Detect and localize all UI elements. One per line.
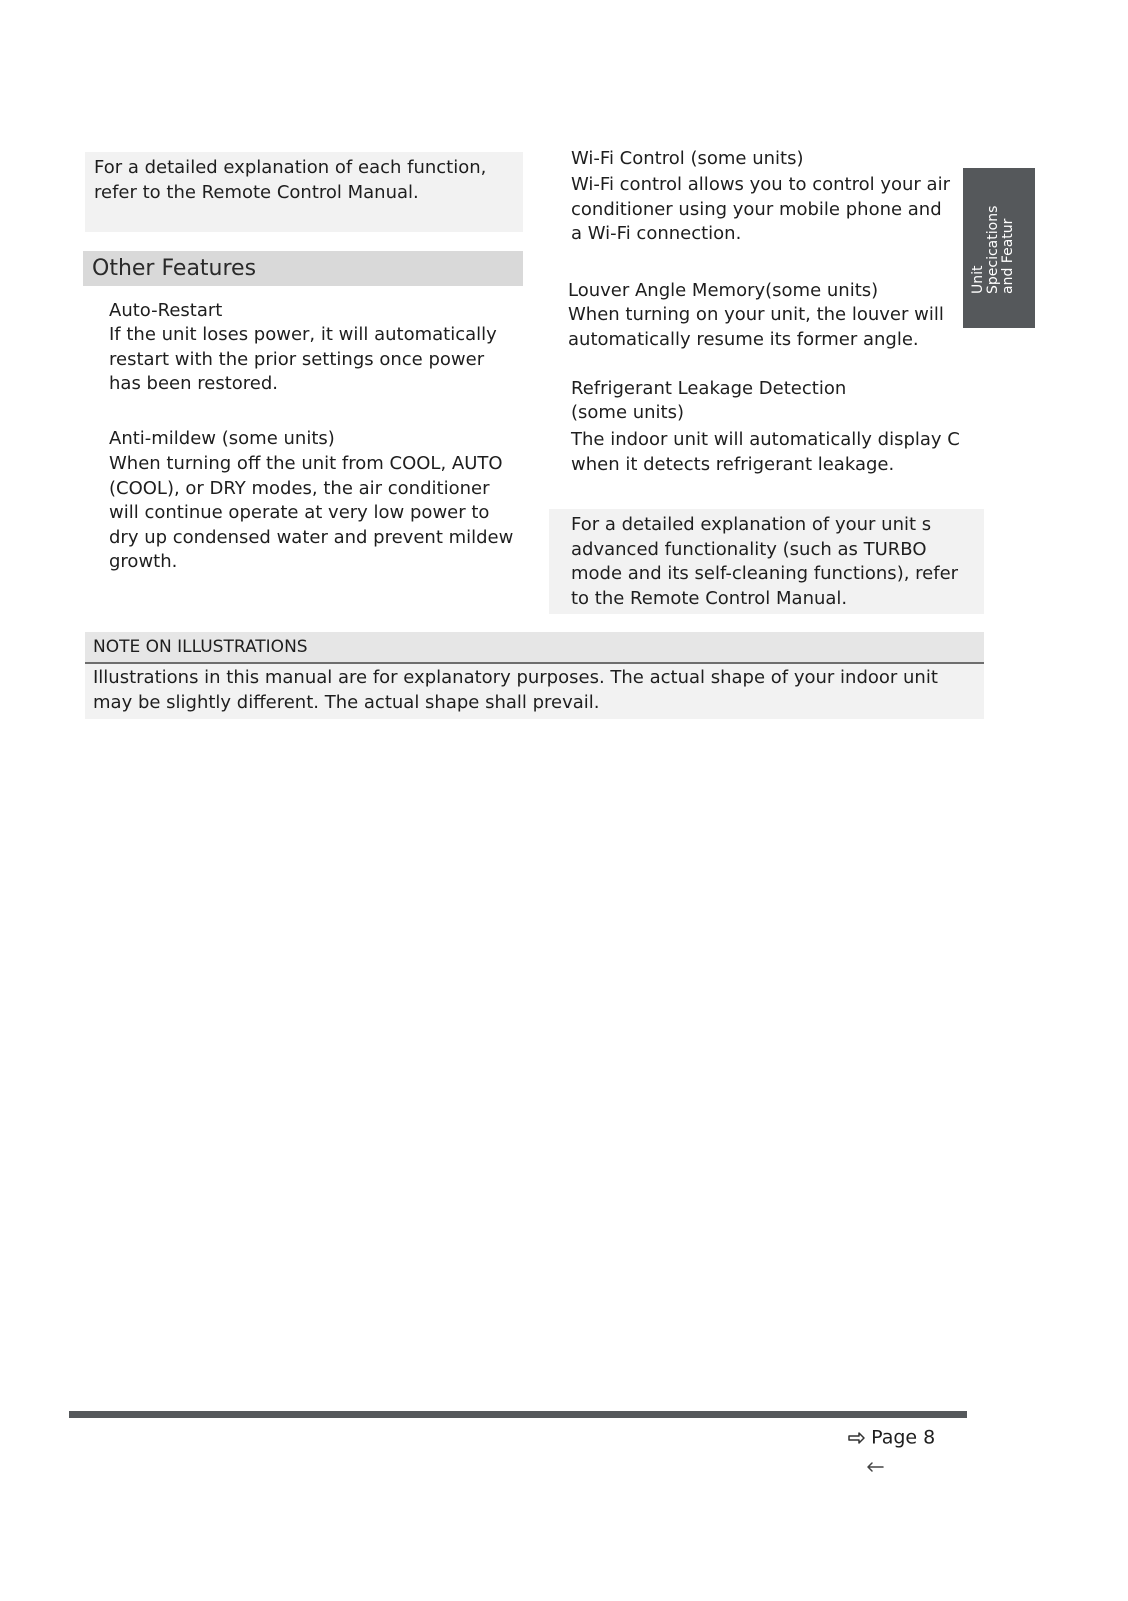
advanced-functionality-note-text: For a detailed explanation of your unit s advanced functionality (such as TURBO mode and its self-cleaning functions), refer to the Remote Control Manual. bbox=[571, 514, 959, 609]
back-arrow-icon[interactable] bbox=[866, 1456, 884, 1475]
other-features-header bbox=[83, 251, 523, 286]
section-title: Other Features bbox=[92, 256, 257, 281]
feature-body-louver: When turning on your unit, the louver will automatically resume its former angle. bbox=[568, 304, 944, 350]
feature-title-auto-restart: Auto-Restart bbox=[109, 300, 223, 321]
advanced-functionality-note bbox=[549, 509, 984, 614]
remote-manual-note-text: For a detailed explanation of each function, refer to the Remote Control Manual. bbox=[94, 157, 487, 203]
footer-divider bbox=[69, 1411, 967, 1418]
page-number: Page 8 bbox=[871, 1426, 936, 1449]
illustrations-note-text: Illustrations in this manual are for explanatory purposes. The actual shape of your indoor unit may be slightly different. The actual shape shall prevail. bbox=[93, 667, 938, 713]
feature-body-anti-mildew: When turning off the unit from COOL, AUTO (COOL), or DRY modes, the air conditioner will continue operate at very low power to dry up condensed water and prevent mildew growth. bbox=[109, 453, 514, 572]
feature-body-refrigerant: The indoor unit will automatically display C when it detects refrigerant leakage. bbox=[571, 429, 960, 475]
side-tab-label: Unit Specications and Featur bbox=[970, 205, 1016, 294]
hand-pointer-icon[interactable] bbox=[848, 1428, 871, 1447]
illustrations-note-body bbox=[85, 664, 984, 719]
illustrations-note-header bbox=[85, 632, 984, 664]
feature-body-auto-restart: If the unit loses power, it will automatically restart with the prior settings once power has been restored. bbox=[109, 324, 497, 394]
feature-title-refrigerant: Refrigerant Leakage Detection (some units) bbox=[571, 378, 847, 423]
feature-title-louver: Louver Angle Memory(some units) bbox=[568, 280, 879, 301]
page-indicator bbox=[848, 1423, 968, 1453]
feature-title-anti-mildew: Anti-mildew (some units) bbox=[109, 428, 335, 449]
side-section-tab[interactable] bbox=[963, 168, 1035, 328]
illustrations-note-title: NOTE ON ILLUSTRATIONS bbox=[93, 637, 308, 657]
feature-title-wifi: Wi-Fi Control (some units) bbox=[571, 148, 804, 169]
feature-body-wifi: Wi-Fi control allows you to control your air conditioner using your mobile phone and a Wi-Fi connection. bbox=[571, 174, 950, 244]
remote-manual-note bbox=[85, 152, 523, 232]
